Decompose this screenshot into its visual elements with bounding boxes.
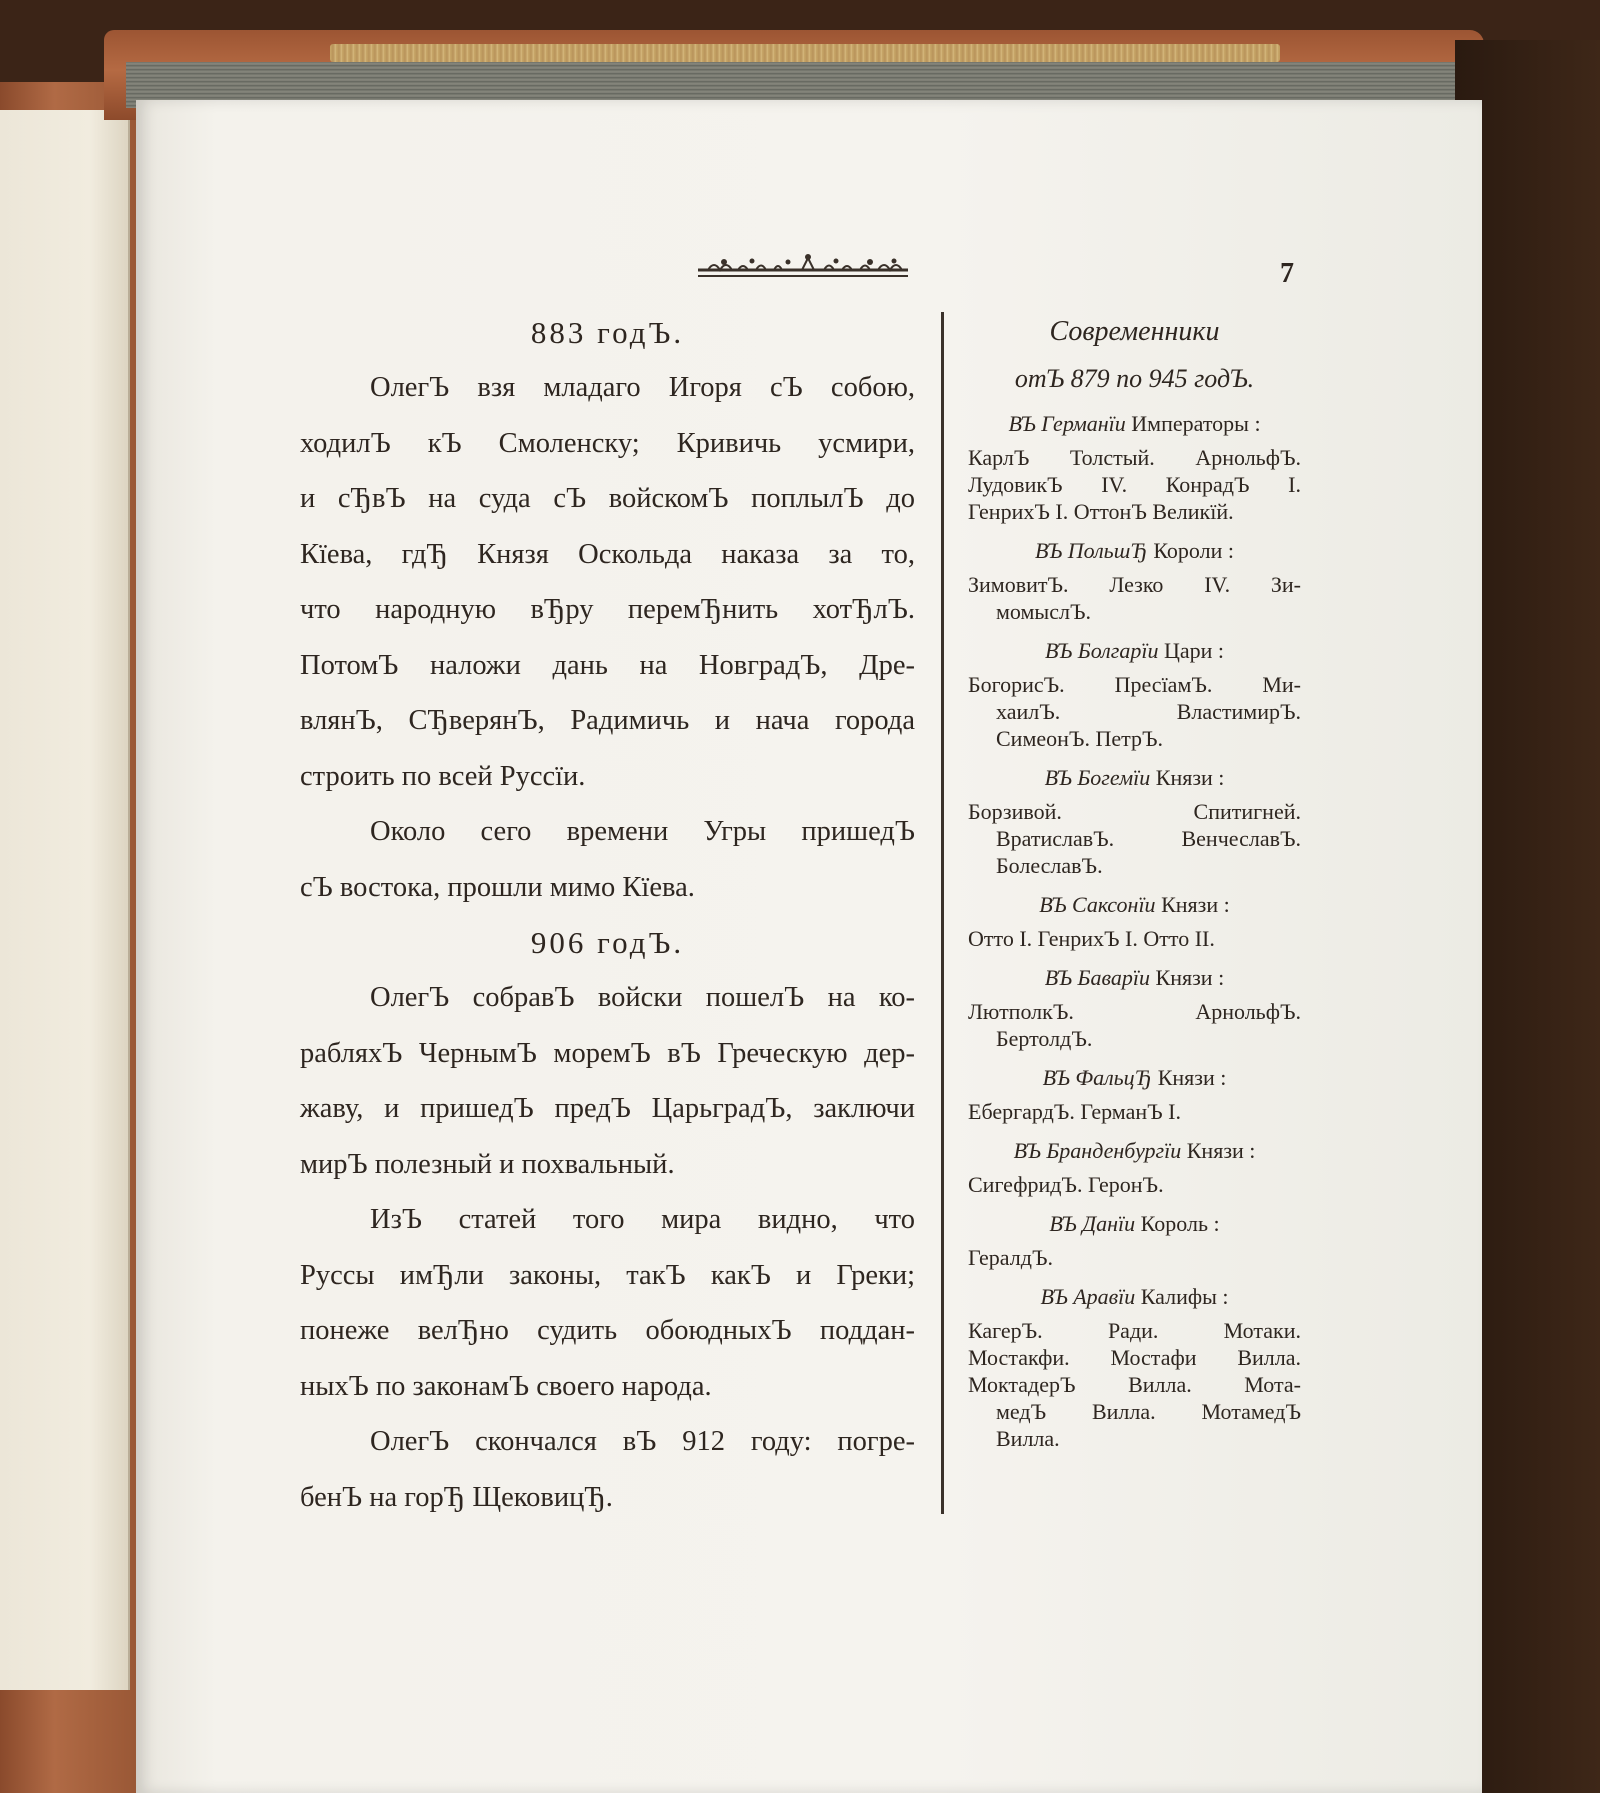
text-line: строить по всей Руссїи.	[300, 760, 586, 792]
page-number: 7	[1280, 258, 1294, 289]
text-line: Около сего времени Угры пришедЪ	[370, 816, 915, 847]
ruler-names-line: МоктадерЪ Вилла. Мота-	[968, 1372, 1301, 1397]
contemporaries-section	[968, 1204, 1301, 1271]
text-line: сЪ востока, прошли мимо Кїева.	[300, 871, 695, 903]
main-text-column	[300, 305, 915, 1525]
contemporaries-column	[968, 310, 1301, 1458]
section-heading	[968, 404, 1301, 444]
country-name: ВЪ Аравїи	[1040, 1284, 1136, 1309]
ruler-names-line: ГенрихЪ I. ОттонЪ Великїй.	[968, 499, 1234, 524]
text-line: ныхЪ по законамЪ своего народа.	[300, 1370, 712, 1402]
ruler-names-line: ЛютполкЪ. АрнольфЪ.	[968, 999, 1301, 1024]
ruler-names-line: ЕбергардЪ. ГерманЪ I.	[968, 1099, 1181, 1124]
text-line: Руссы имЂли законы, такЪ какЪ и Греки;	[300, 1259, 915, 1291]
contemporaries-section	[968, 758, 1301, 879]
text-line: влянЪ, СЂверянЪ, Радимичь и нача города	[300, 705, 915, 736]
ruler-title: Князи :	[1150, 965, 1225, 990]
country-name: ВЪ Баварїи	[1044, 965, 1151, 990]
contemporaries-section	[968, 1277, 1301, 1452]
ruler-title: Императоры :	[1125, 411, 1261, 436]
country-name: ВЪ Богемїи	[1044, 765, 1151, 790]
ruler-names-line: Борзивой. Спитигней.	[968, 799, 1301, 824]
country-name: ВЪ ФальцЂ	[1042, 1065, 1153, 1090]
ruler-names-line: КарлЪ Толстый. АрнольфЪ.	[968, 445, 1301, 470]
text-line: рабляхЪ ЧернымЪ моремЪ вЪ Греческую дер-	[300, 1037, 915, 1069]
ruler-title: Калифы :	[1135, 1284, 1229, 1309]
ruler-title: Князи :	[1155, 892, 1230, 917]
ruler-names-line: ВратиславЪ. ВенчеславЪ.	[996, 826, 1301, 851]
section-heading	[968, 885, 1301, 925]
ruler-names-line: момыслЪ.	[996, 599, 1091, 624]
contemporaries-section	[968, 631, 1301, 752]
country-name: ВЪ Данїи	[1049, 1211, 1136, 1236]
contemporaries-section	[968, 885, 1301, 952]
year-heading: 906 годЪ.	[530, 925, 685, 960]
ruler-names-line: Вилла.	[996, 1426, 1060, 1451]
section-heading	[968, 1204, 1301, 1244]
section-heading	[968, 531, 1301, 571]
text-line: и сЂвЪ на суда сЪ войскомЪ поплылЪ до	[300, 483, 915, 514]
text-line: мирЪ полезный и похвальный.	[300, 1148, 675, 1180]
gilt-edge	[330, 44, 1280, 62]
year-heading: 883 годЪ.	[530, 315, 685, 350]
column-divider	[941, 312, 944, 1514]
ruler-title: Цари :	[1158, 638, 1225, 663]
ruler-names-line: ЛудовикЪ IV. КонрадЪ I.	[968, 472, 1301, 497]
text-line: бенЪ на горЂ ЩековицЂ.	[300, 1481, 613, 1513]
ruler-names-line: БертолдЪ.	[996, 1026, 1093, 1051]
text-line: ОлегЪ скончался вЪ 912 году: погре-	[370, 1426, 915, 1457]
ruler-names-line: КагерЪ. Ради. Мотаки.	[968, 1318, 1301, 1343]
country-name: ВЪ Германїи	[1008, 411, 1126, 436]
country-name: ВЪ Болгарїи	[1044, 638, 1159, 663]
section-heading	[968, 958, 1301, 998]
ruler-names-line: медЪ Вилла. МотамедЪ	[996, 1399, 1301, 1424]
ruler-names-line: ГералдЪ.	[968, 1245, 1053, 1270]
contemporaries-section	[968, 1131, 1301, 1198]
contemporaries-section	[968, 958, 1301, 1052]
text-line: понеже велЂно судить обоюдныхЪ поддан-	[300, 1315, 915, 1346]
text-line: жаву, и пришедЪ предЪ ЦарьградЪ, заключи	[300, 1093, 915, 1124]
text-line: Кїева, гдЂ Князя Оскольда наказа за то,	[300, 538, 915, 570]
text-line: что народную вЂру перемЂнить хотЂлЪ.	[300, 594, 915, 625]
ruler-title: Князи :	[1152, 1065, 1227, 1090]
headpiece-ornament-icon	[694, 252, 912, 286]
contemporaries-subtitle: отЪ 879 по 945 годЪ.	[1014, 364, 1255, 393]
ruler-title: Князи :	[1150, 765, 1225, 790]
country-name: ВЪ Саксонїи	[1039, 892, 1156, 917]
section-heading	[968, 758, 1301, 798]
ruler-names-line: ЗимовитЪ. Лезко IV. Зи-	[968, 572, 1301, 597]
country-name: ВЪ Бранденбургїи	[1013, 1138, 1182, 1163]
section-heading	[968, 631, 1301, 671]
ruler-names-line: БолеславЪ.	[996, 853, 1103, 878]
ruler-title: Король :	[1135, 1211, 1220, 1236]
left-facing-page	[0, 110, 130, 1690]
ruler-names-line: хаилЪ. ВластимирЪ.	[996, 699, 1301, 724]
text-line: ОлегЪ взя младаго Игоря сЪ собою,	[370, 372, 915, 403]
section-heading	[968, 1277, 1301, 1317]
ruler-names-line: Отто I. ГенрихЪ I. Отто II.	[968, 926, 1215, 951]
section-heading	[968, 1058, 1301, 1098]
ruler-names-line: СигефридЪ. ГеронЪ.	[968, 1172, 1164, 1197]
contemporaries-section	[968, 404, 1301, 525]
text-line: ПотомЪ наложи дань на НовградЪ, Дре-	[300, 649, 915, 681]
country-name: ВЪ ПольшЂ	[1035, 538, 1148, 563]
section-heading	[968, 1131, 1301, 1171]
contemporaries-section	[968, 1058, 1301, 1125]
contemporaries-section	[968, 531, 1301, 625]
ruler-names-line: СимеонЪ. ПетрЪ.	[996, 726, 1164, 751]
text-line: ходилЪ кЪ Смоленску; Кривичь усмири,	[300, 427, 915, 459]
ruler-names-line: Мостакфи. Мостафи Вилла.	[968, 1345, 1301, 1370]
contemporaries-title: Современники	[1049, 316, 1220, 347]
text-line: ОлегЪ собравЪ войски пошелЪ на ко-	[370, 982, 915, 1013]
text-line: ИзЪ статей того мира видно, что	[370, 1204, 915, 1235]
ruler-names-line: БогорисЪ. ПресїамЪ. Ми-	[968, 672, 1301, 697]
ruler-title: Короли :	[1147, 538, 1234, 563]
ruler-title: Князи :	[1181, 1138, 1256, 1163]
